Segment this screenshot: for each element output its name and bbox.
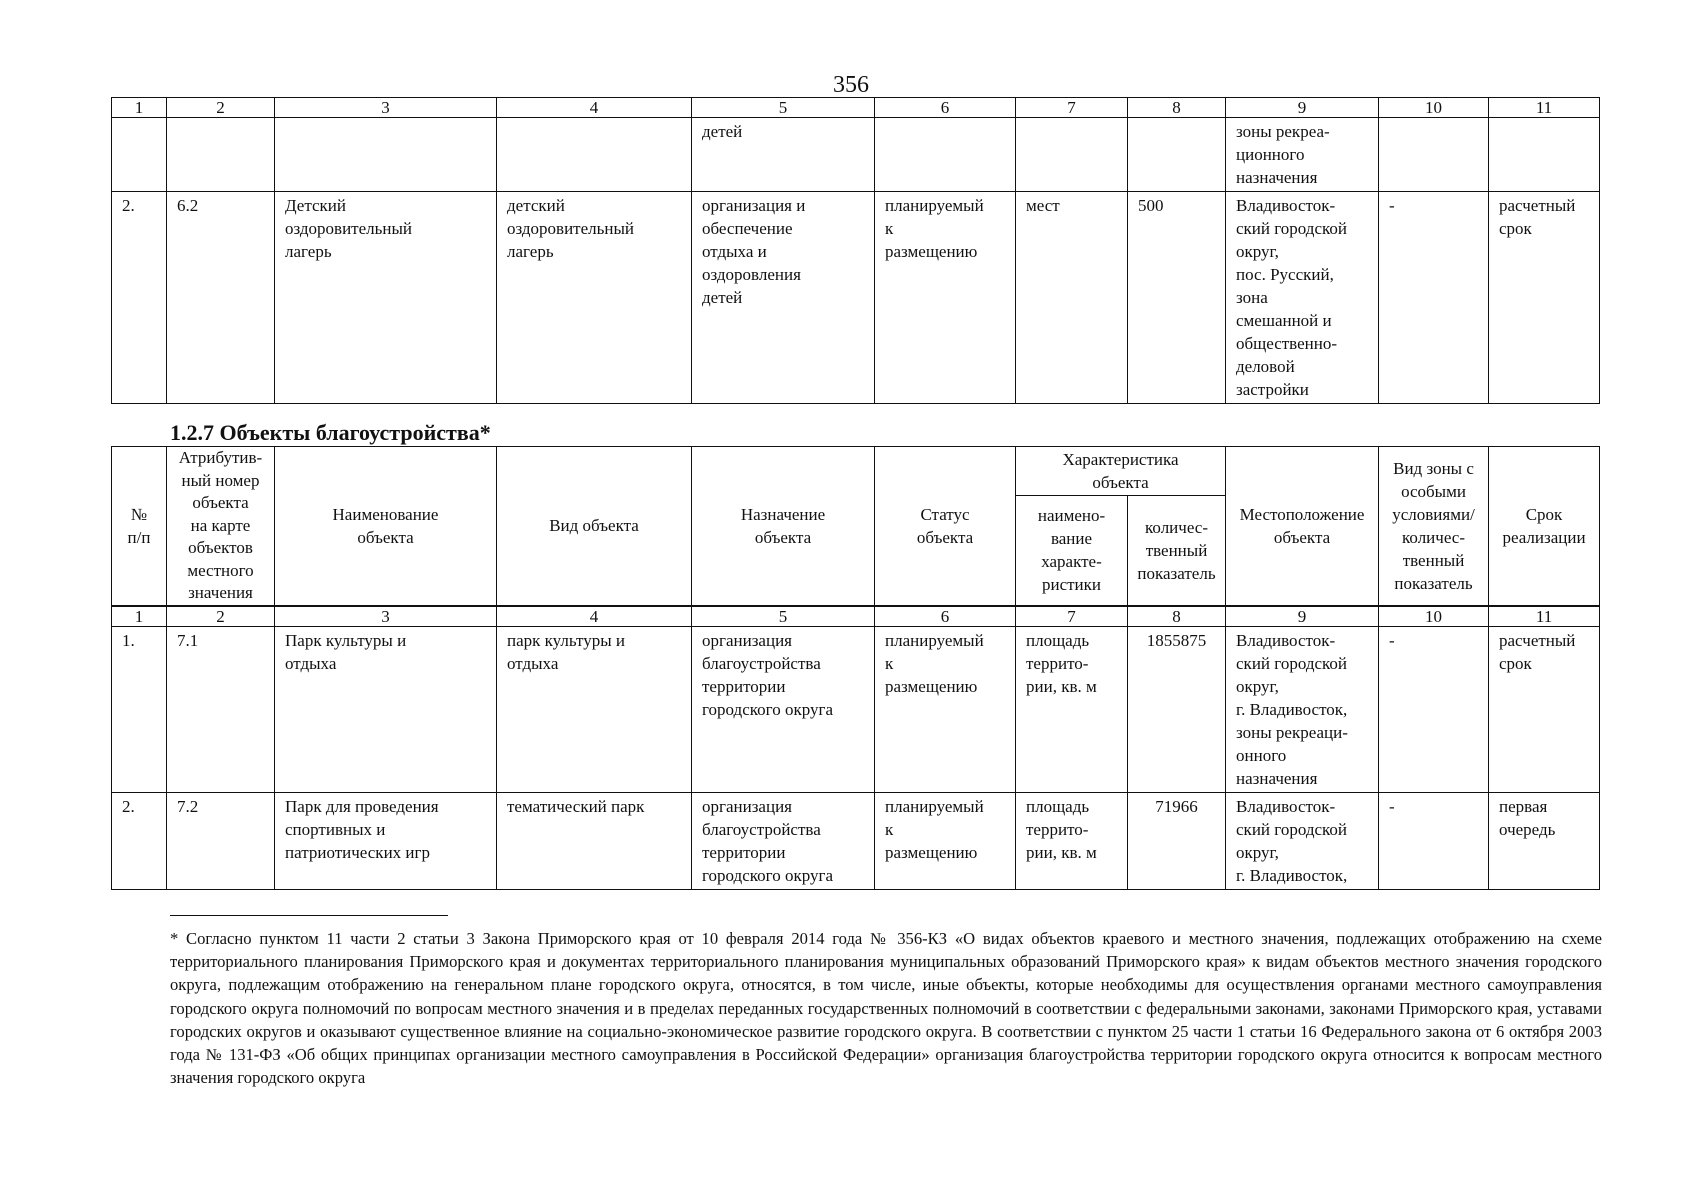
col-num-3: 3 bbox=[275, 606, 497, 627]
cell-num bbox=[112, 118, 167, 192]
cell-term: первая очередь bbox=[1489, 792, 1600, 889]
cell-kind: парк культуры и отдыха bbox=[497, 626, 692, 792]
header-char-name: наимено- вание характе- ристики bbox=[1016, 495, 1128, 605]
header-term: Срок реализации bbox=[1489, 447, 1600, 606]
cell-attr: 7.2 bbox=[167, 792, 275, 889]
col-num-6: 6 bbox=[875, 606, 1016, 627]
col-num-11: 11 bbox=[1489, 606, 1600, 627]
col-num-1: 1 bbox=[112, 606, 167, 627]
header-char-group: Характеристика объекта bbox=[1016, 447, 1226, 496]
footnote: * Согласно пунктом 11 части 2 статьи 3 Закона Приморского края от 10 февраля 2014 года № 356-КЗ «О видах объектов краевого и местного значения, подлежащих отображению на схеме территориального планирования Приморского края и документах территориального планирования муниципальных образований Приморского края» к видам объектов местного значения городского округа, подлежащим отображению на генеральном плане городского округа, относятся, в том числе, иные объекты, которые необходимы для осуществления органами местного самоуправления городского округа полномочий по вопросам местного значения и в пределах переданных государственных полномочий в соответствии с федеральными законами, законами Приморского края, уставами городских округов и оказывают существенное влияние на социально-экономическое развитие городского округа. В соответствии с пунктом 25 части 1 статьи 16 Федерального закона от 6 октября 2003 года № 131-ФЗ «Об общих принципах организации местного самоуправления в Российской Федерации» организация благоустройства территории городского округа относится к вопросам местного значения городского округа bbox=[170, 929, 1602, 1088]
col-num-4: 4 bbox=[497, 606, 692, 627]
cell-kind: детский оздоровительный лагерь bbox=[497, 192, 692, 404]
header-num: № п/п bbox=[112, 447, 167, 606]
cell-status: планируемый к размещению bbox=[875, 626, 1016, 792]
col-num-1: 1 bbox=[112, 98, 167, 118]
col-num-7: 7 bbox=[1016, 606, 1128, 627]
cell-location: Владивосток- ский городской округ, пос. Русский, зона смешанной и общественно- деловой застройки bbox=[1226, 192, 1379, 404]
cell-attr bbox=[167, 118, 275, 192]
cell-location: зоны рекреа- ционного назначения bbox=[1226, 118, 1379, 192]
cell-purpose: организация и обеспечение отдыха и оздоровления детей bbox=[692, 192, 875, 404]
cell-zone: - bbox=[1379, 792, 1489, 889]
cell-purpose: детей bbox=[692, 118, 875, 192]
cell-num: 2. bbox=[112, 792, 167, 889]
table-row bbox=[112, 118, 1600, 192]
col-num-9: 9 bbox=[1226, 98, 1379, 118]
cell-status bbox=[875, 118, 1016, 192]
col-num-6: 6 bbox=[875, 98, 1016, 118]
section-title: 1.2.7 Объекты благоустройства* bbox=[170, 420, 491, 445]
footnote-divider bbox=[170, 915, 448, 916]
cell-num: 2. bbox=[112, 192, 167, 404]
col-num-11: 11 bbox=[1489, 98, 1600, 118]
cell-zone: - bbox=[1379, 192, 1489, 404]
table-row bbox=[112, 792, 1600, 889]
cell-name: Парк для проведения спортивных и патриотических игр bbox=[275, 792, 497, 889]
header-row bbox=[112, 447, 1600, 496]
column-number-row bbox=[112, 98, 1600, 118]
cell-name: Парк культуры и отдыха bbox=[275, 626, 497, 792]
header-status: Статус объекта bbox=[875, 447, 1016, 606]
col-num-10: 10 bbox=[1379, 606, 1489, 627]
header-location: Местоположение объекта bbox=[1226, 447, 1379, 606]
cell-status: планируемый к размещению bbox=[875, 192, 1016, 404]
cell-char-qty: 1855875 bbox=[1128, 626, 1226, 792]
header-name: Наименование объекта bbox=[275, 447, 497, 606]
table-row bbox=[112, 192, 1600, 404]
col-num-8: 8 bbox=[1128, 98, 1226, 118]
cell-purpose: организация благоустройства территории городского округа bbox=[692, 626, 875, 792]
page-number: 356 bbox=[833, 72, 869, 98]
col-num-5: 5 bbox=[692, 98, 875, 118]
cell-location: Владивосток- ский городской округ, г. Владивосток, bbox=[1226, 792, 1379, 889]
cell-name: Детский оздоровительный лагерь bbox=[275, 192, 497, 404]
cell-char-qty: 500 bbox=[1128, 192, 1226, 404]
cell-char-name: мест bbox=[1016, 192, 1128, 404]
col-num-4: 4 bbox=[497, 98, 692, 118]
col-num-2: 2 bbox=[167, 98, 275, 118]
bottom-table bbox=[111, 446, 1600, 890]
header-char-qty: количес- твенный показатель bbox=[1128, 495, 1226, 605]
header-attr: Атрибутив- ный номер объекта на карте объектов местного значения bbox=[167, 447, 275, 606]
col-num-10: 10 bbox=[1379, 98, 1489, 118]
col-num-9: 9 bbox=[1226, 606, 1379, 627]
header-zone: Вид зоны с особыми условиями/ количес- твенный показатель bbox=[1379, 447, 1489, 606]
cell-attr: 6.2 bbox=[167, 192, 275, 404]
cell-term bbox=[1489, 118, 1600, 192]
cell-num: 1. bbox=[112, 626, 167, 792]
cell-purpose: организация благоустройства территории городского округа bbox=[692, 792, 875, 889]
cell-zone bbox=[1379, 118, 1489, 192]
col-num-2: 2 bbox=[167, 606, 275, 627]
cell-kind: тематический парк bbox=[497, 792, 692, 889]
top-table bbox=[111, 97, 1600, 404]
cell-location: Владивосток- ский городской округ, г. Владивосток, зоны рекреаци- онного назначения bbox=[1226, 626, 1379, 792]
cell-term: расчетный срок bbox=[1489, 192, 1600, 404]
col-num-3: 3 bbox=[275, 98, 497, 118]
col-num-5: 5 bbox=[692, 606, 875, 627]
cell-name bbox=[275, 118, 497, 192]
cell-char-qty bbox=[1128, 118, 1226, 192]
cell-char-name bbox=[1016, 118, 1128, 192]
cell-kind bbox=[497, 118, 692, 192]
cell-char-qty: 71966 bbox=[1128, 792, 1226, 889]
cell-term: расчетный срок bbox=[1489, 626, 1600, 792]
cell-status: планируемый к размещению bbox=[875, 792, 1016, 889]
column-number-row bbox=[112, 606, 1600, 627]
cell-attr: 7.1 bbox=[167, 626, 275, 792]
cell-zone: - bbox=[1379, 626, 1489, 792]
table-row bbox=[112, 626, 1600, 792]
col-num-8: 8 bbox=[1128, 606, 1226, 627]
header-kind: Вид объекта bbox=[497, 447, 692, 606]
col-num-7: 7 bbox=[1016, 98, 1128, 118]
cell-char-name: площадь террито- рии, кв. м bbox=[1016, 792, 1128, 889]
header-purpose: Назначение объекта bbox=[692, 447, 875, 606]
cell-char-name: площадь террито- рии, кв. м bbox=[1016, 626, 1128, 792]
